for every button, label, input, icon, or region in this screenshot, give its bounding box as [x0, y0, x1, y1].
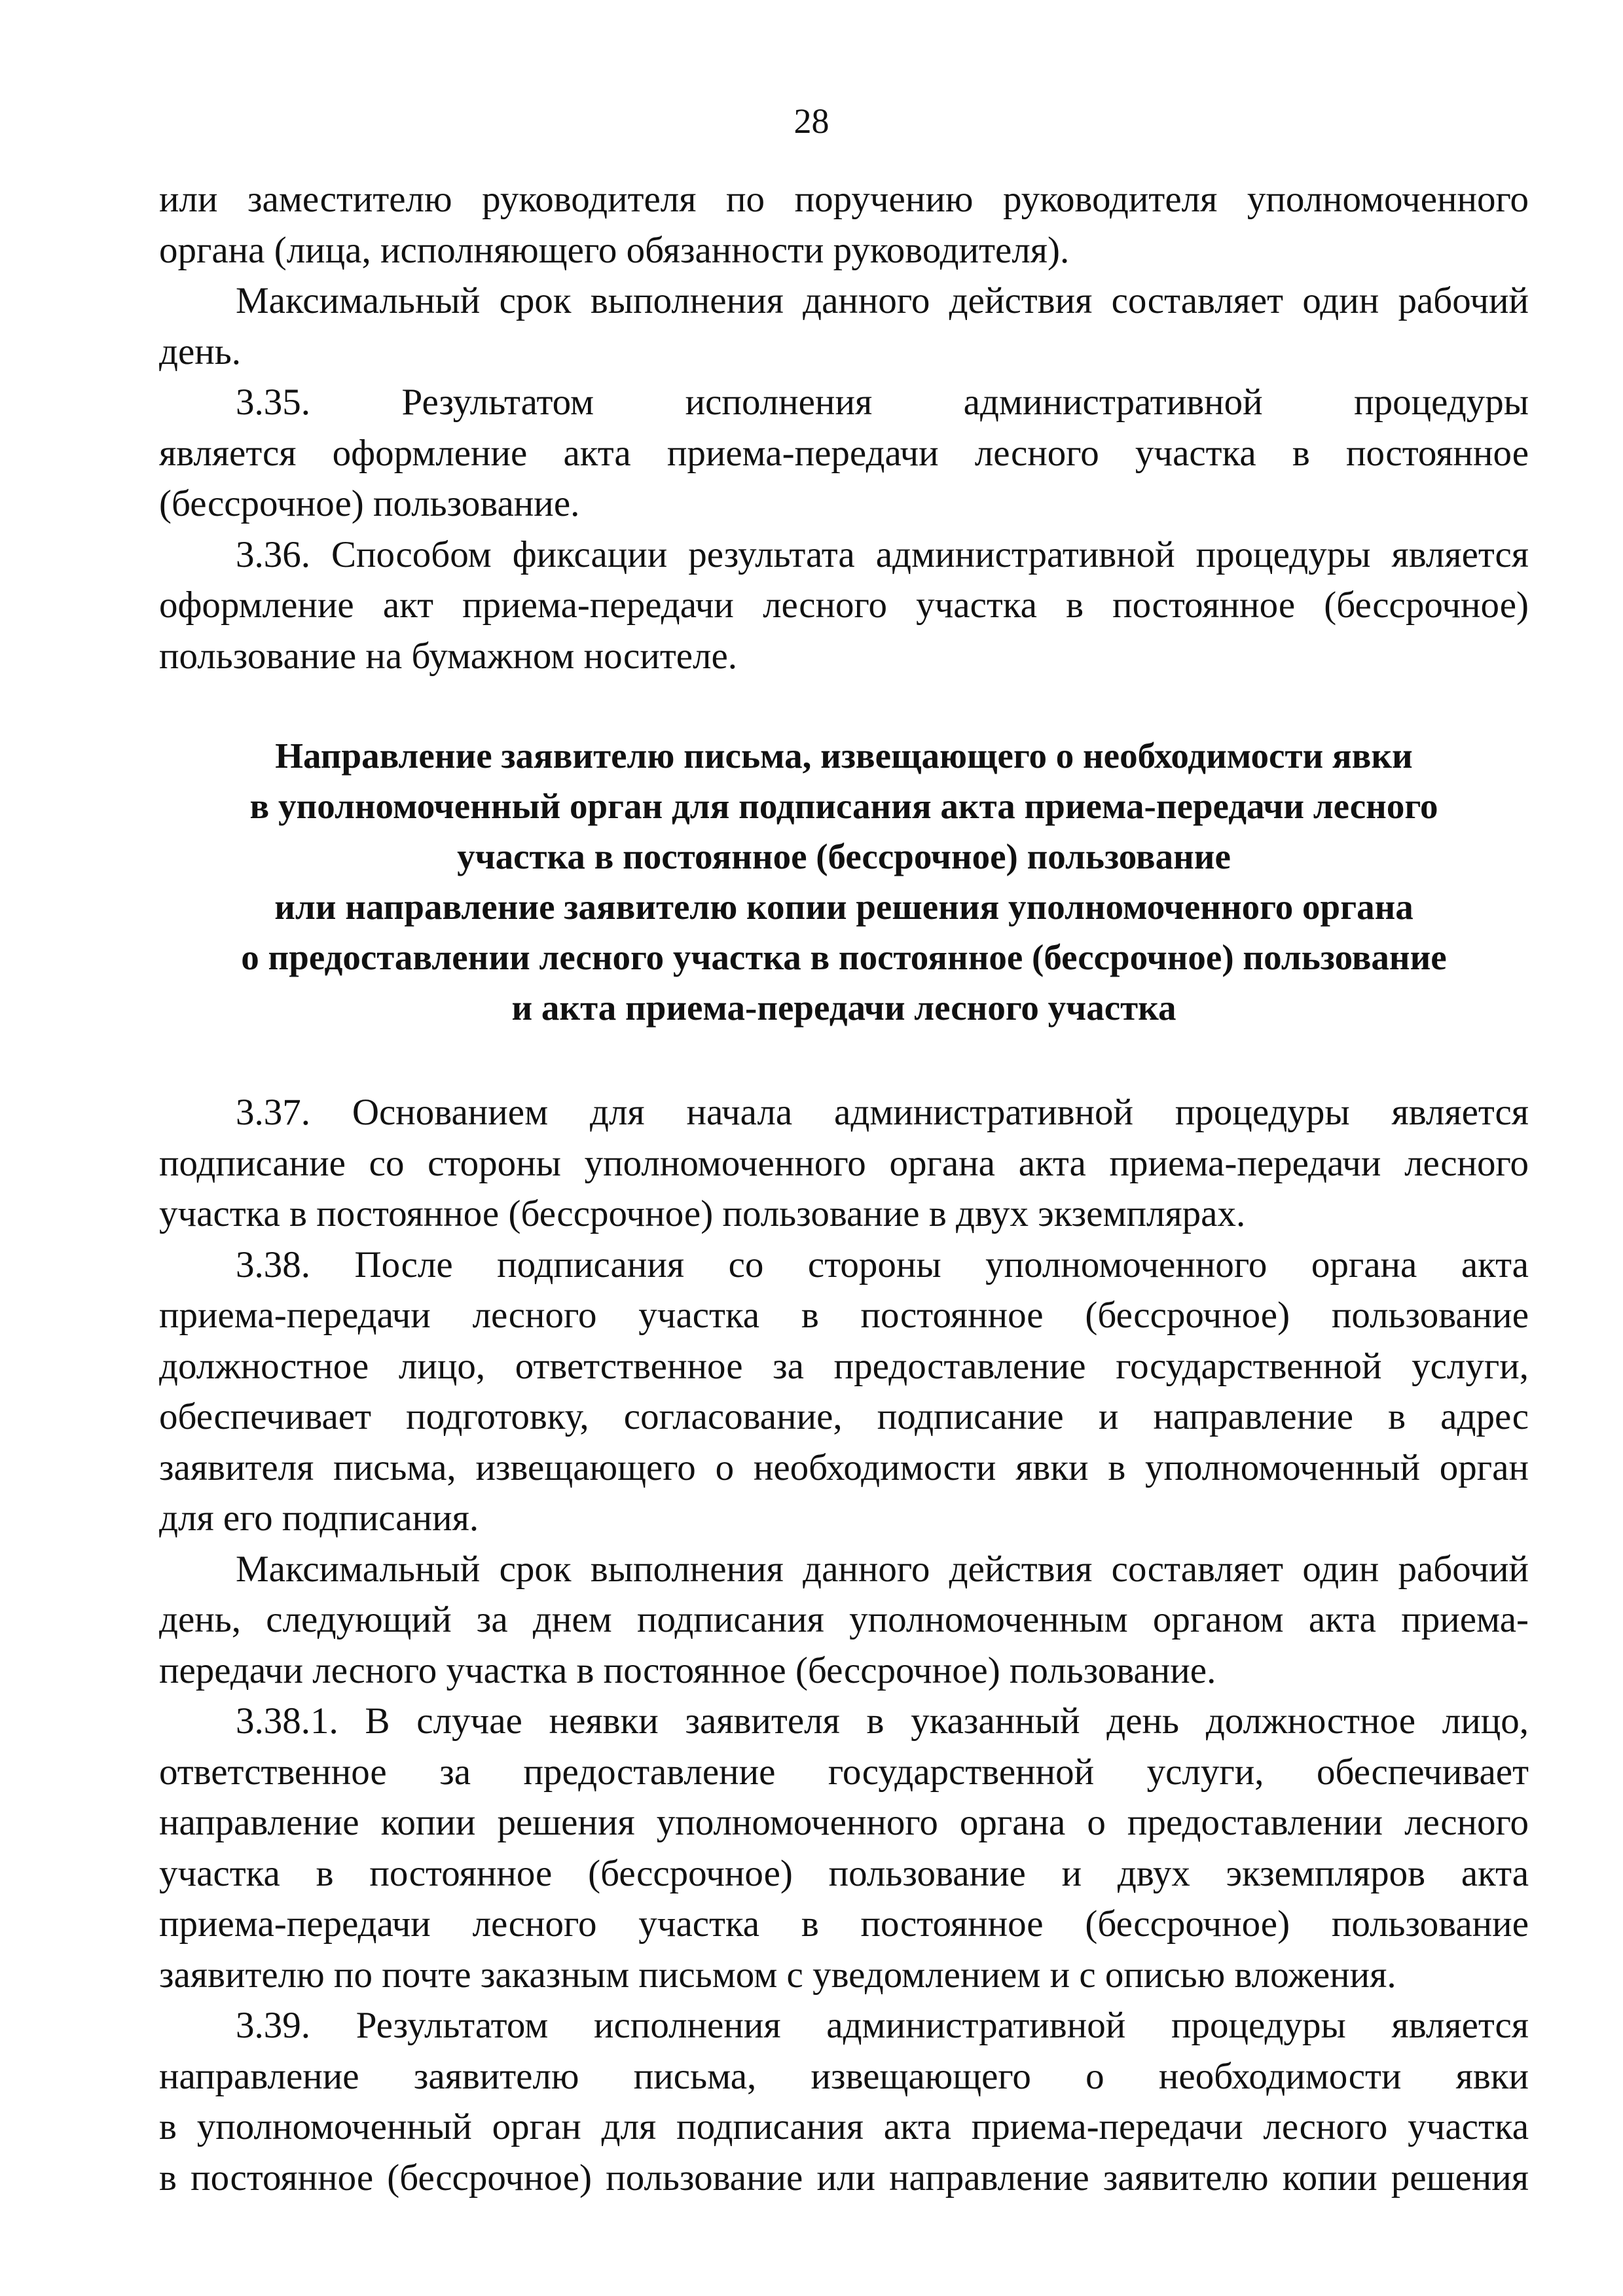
section-heading [159, 730, 1529, 1033]
paragraph [159, 1240, 1529, 1544]
text-line: является оформление акта приема-передачи лесного участка в постоянное [159, 432, 1529, 474]
paragraph [159, 529, 1529, 682]
text-line: участка в постоянное (бессрочное) пользование и двух экземпляров акта [159, 1852, 1529, 1894]
text-line: или заместителю руководителя по поручению руководителя уполномоченного [159, 179, 1529, 220]
heading-line: о предоставлении лесного участка в постоянное (бессрочное) пользование [241, 937, 1447, 977]
text-line: приема-передачи лесного участка в постоянное (бессрочное) пользование [159, 1903, 1529, 1945]
text-line: 3.39. Результатом исполнения административной процедуры является [236, 2005, 1529, 2046]
text-line: направление копии решения уполномоченного органа о предоставлении лесного [159, 1802, 1529, 1843]
text-line: 3.38.1. В случае неявки заявителя в указанный день должностное лицо, [236, 1700, 1529, 1742]
text-line: заявителя письма, извещающего о необходимости явки в уполномоченный орган [159, 1446, 1529, 1488]
heading-line: участка в постоянное (бессрочное) пользование [457, 836, 1231, 876]
heading-line: Направление заявителю письма, извещающего о необходимости явки [275, 736, 1413, 776]
heading-line: и акта приема-передачи лесного участка [511, 988, 1176, 1028]
paragraph [159, 276, 1529, 377]
text-line: пользование на бумажном носителе. [159, 635, 738, 677]
heading-line: в уполномоченный орган для подписания акта приема-передачи лесного [249, 786, 1438, 826]
paragraph [159, 1696, 1529, 2000]
page-number: 28 [793, 101, 830, 141]
text-line: оформление акт приема-передачи лесного участка в постоянное (бессрочное) [159, 584, 1529, 626]
text-line: Максимальный срок выполнения данного действия составляет один рабочий [236, 280, 1529, 321]
text-line: 3.37. Основанием для начала административной процедуры является [236, 1092, 1529, 1133]
text-line: 3.35. Результатом исполнения административной процедуры [236, 382, 1529, 423]
text-line: передачи лесного участка в постоянное (бессрочное) пользование. [159, 1649, 1216, 1691]
text-line: обеспечивает подготовку, согласование, подписание и направление в адрес [159, 1396, 1529, 1437]
text-line: направление заявителю письма, извещающего о необходимости явки [159, 2055, 1529, 2097]
text-line: для его подписания. [159, 1498, 479, 1539]
text-line: должностное лицо, ответственное за предоставление государственной услуги, [159, 1345, 1529, 1387]
text-line: заявителю по почте заказным письмом с уведомлением и с описью вложения. [159, 1954, 1396, 1996]
text-line: приема-передачи лесного участка в постоянное (бессрочное) пользование [159, 1295, 1529, 1336]
text-line: органа (лица, исполняющего обязанности руководителя). [159, 229, 1070, 271]
text-line: в уполномоченный орган для подписания акта приема-передачи лесного участка [159, 2106, 1529, 2147]
text-line: участка в постоянное (бессрочное) пользование в двух экземплярах. [159, 1193, 1246, 1234]
paragraph [159, 2000, 1529, 2203]
paragraph [159, 174, 1529, 276]
text-line: в постоянное (бессрочное) пользование или направление заявителю копии решения [159, 2157, 1529, 2198]
text-line: (бессрочное) пользование. [159, 483, 580, 524]
text-line: день, следующий за днем подписания уполномоченным органом акта приема- [159, 1599, 1529, 1640]
paragraph [159, 377, 1529, 529]
text-line: 3.38. После подписания со стороны уполномоченного органа акта [236, 1244, 1529, 1285]
paragraph [159, 1544, 1529, 1696]
document-body [159, 174, 1529, 2203]
text-line: 3.36. Способом фиксации результата административной процедуры является [236, 533, 1529, 575]
heading-line: или направление заявителю копии решения уполномоченного органа [274, 887, 1413, 927]
text-line: ответственное за предоставление государственной услуги, обеспечивает [159, 1751, 1529, 1793]
text-line: подписание со стороны уполномоченного органа акта приема-передачи лесного [159, 1142, 1529, 1184]
paragraph [159, 1087, 1529, 1240]
text-line: Максимальный срок выполнения данного действия составляет один рабочий [236, 1548, 1529, 1590]
text-line: день. [159, 331, 242, 372]
